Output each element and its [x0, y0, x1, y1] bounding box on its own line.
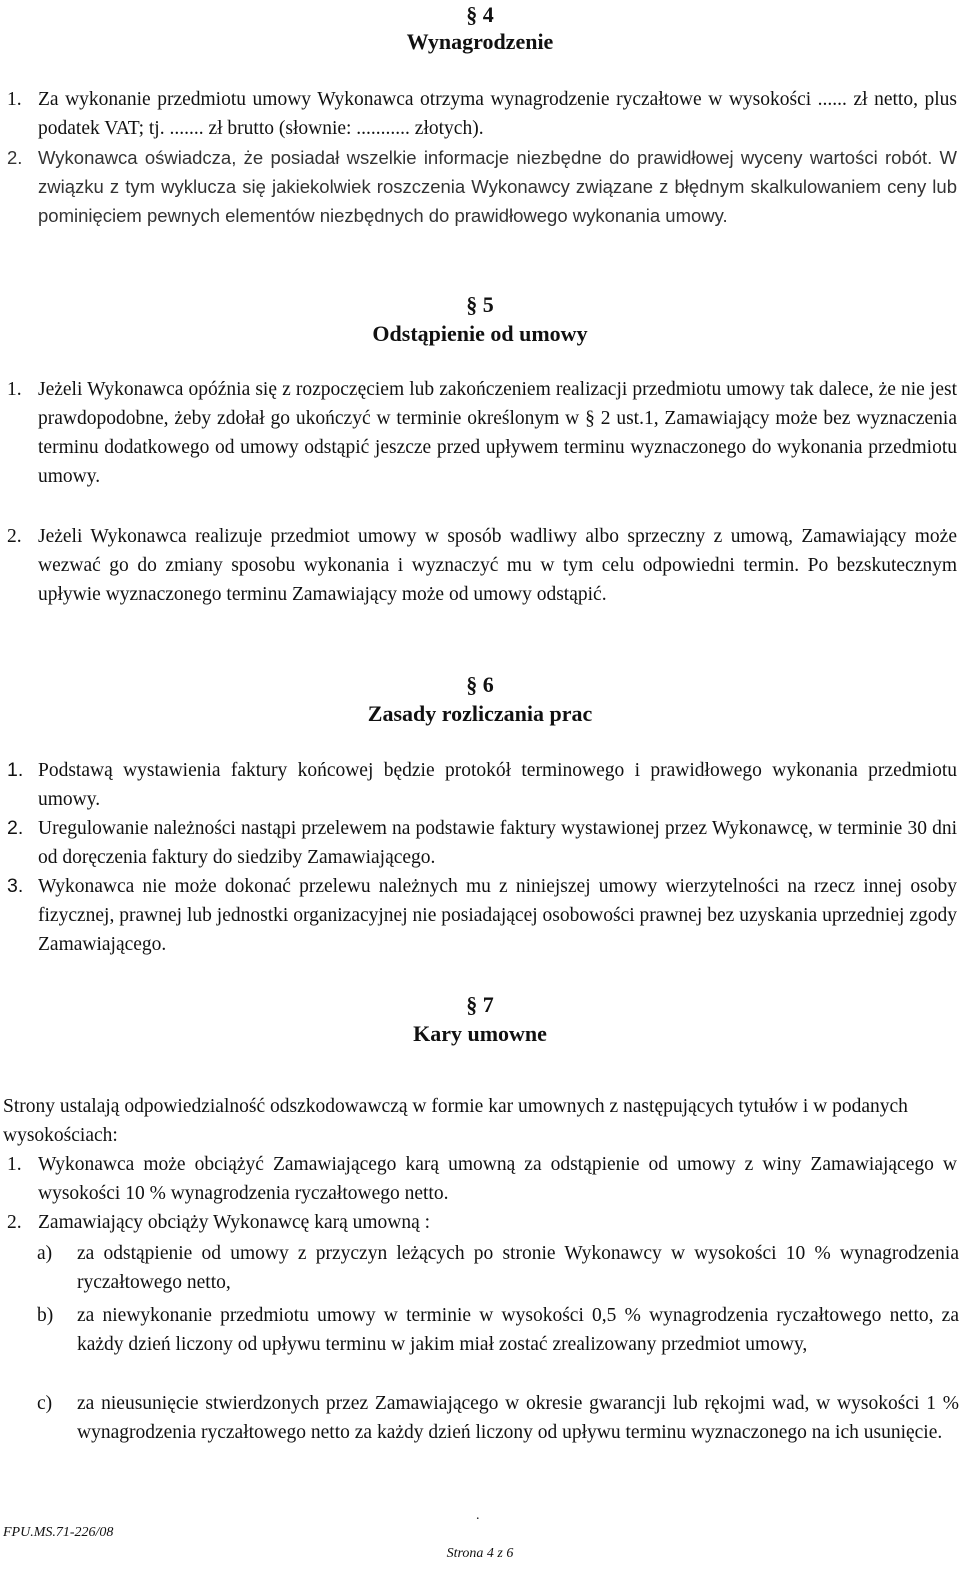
s5-item-2 — [7, 522, 957, 609]
s7-subitem-c-text: za nieusunięcie stwierdzonych przez Zamawiającego w okresie gwarancji lub rękojmi wad, w wysokości 1 % wynagrodzenia ryczałtowego netto za każdy dzień liczony od upływu terminu wyznaczonego na ich usunięcie. — [77, 1393, 959, 1443]
s5-item-1-text: Jeżeli Wykonawca opóźnia się z rozpoczęciem lub zakończeniem realizacji przedmiotu umowy tak dalece, że nie jest prawdopodobne, żeby zdołał go ukończyć w terminie określonym w § 2 ust.1, Zamawiający może bez wyznaczenia terminu dodatkowego od umowy odstąpić jeszcze przed upływem terminu wyznaczonego do wykonania przedmiotu umowy. — [38, 379, 957, 487]
section-5-title: Odstąpienie od umowy — [372, 321, 588, 346]
s7-subitem-c-num: c) — [37, 1393, 53, 1414]
s6-item-1-text: Podstawą wystawienia faktury końcowej będzie protokół terminowego i prawidłowego wykonania przedmiotu umowy. — [38, 760, 957, 810]
s4-item-2 — [7, 143, 957, 230]
footer-dot: . — [476, 1508, 480, 1523]
s7-item-2 — [7, 1208, 957, 1237]
section-4-number: § 4 — [466, 2, 494, 27]
s4-item-1 — [7, 85, 957, 143]
s6-item-3-num: 3. — [7, 875, 24, 897]
s7-subitem-c — [37, 1389, 959, 1447]
s7-subitem-b-text: za niewykonanie przedmiotu umowy w terminie w wysokości 0,5 % wynagrodzenia ryczałtowego netto, za każdy dzień liczony od upływu terminu w jakim miał zostać zrealizowany przedmiot umowy, — [77, 1305, 959, 1355]
s7-subitem-a-text: za odstąpienie od umowy z przyczyn leżących po stronie Wykonawcy w wysokości 10 % wynagrodzenia ryczałtowego netto, — [77, 1243, 959, 1293]
s7-subitem-a — [37, 1239, 959, 1297]
section-5-number: § 5 — [466, 292, 494, 317]
s6-item-1 — [7, 756, 957, 814]
footer-page-number: Strona 4 z 6 — [446, 1546, 514, 1561]
section-7-title: Kary umowne — [413, 1021, 547, 1046]
s6-item-2-num: 2. — [7, 817, 24, 839]
s6-item-3 — [7, 872, 957, 959]
s5-item-1-num: 1. — [7, 379, 22, 400]
s7-subitem-a-num: a) — [37, 1243, 53, 1264]
s7-subitem-b — [37, 1301, 959, 1359]
s5-item-2-text: Jeżeli Wykonawca realizuje przedmiot umowy w sposób wadliwy albo sprzeczny z umową, Zamawiający może wezwać go do zmiany sposobu wykonania i wyznaczyć mu w tym celu odpowiedni termin. Po bezskutecznym upływie wyznaczonego terminu Zamawiający może od umowy odstąpić. — [38, 526, 957, 605]
s7-intro: Strony ustalają odpowiedzialność odszkodowawczą w formie kar umownych z następujących tytułów i w podanych wysokościach: — [3, 1096, 908, 1146]
section-6-title: Zasady rozliczania prac — [367, 701, 593, 726]
s7-item-1-num: 1. — [7, 1154, 22, 1175]
s7-item-1 — [7, 1150, 957, 1208]
s6-item-1-num: 1. — [7, 759, 24, 781]
s5-item-2-num: 2. — [7, 526, 22, 547]
s4-item-1-text: Za wykonanie przedmiotu umowy Wykonawca otrzyma wynagrodzenie ryczałtowe w wysokości ...... zł netto, plus podatek VAT; tj. ....... zł brutto (słownie: ........... złotych). — [38, 89, 957, 139]
s7-item-1-text: Wykonawca może obciążyć Zamawiającego karą umowną za odstąpienie od umowy z winy Zamawiającego w wysokości 10 % wynagrodzenia ryczałtowego netto. — [38, 1154, 957, 1204]
s6-item-3-text: Wykonawca nie może dokonać przelewu należnych mu z niniejszej umowy wierzytelności na rzecz innej osoby fizycznej, prawnej lub jednostki organizacyjnej nie posiadającej osobowości prawnej bez uzyskania uprzedniej zgody Zamawiającego. — [38, 876, 957, 955]
s7-subitem-b-num: b) — [37, 1305, 54, 1326]
section-4-title: Wynagrodzenie — [406, 29, 554, 54]
s4-item-1-num: 1. — [7, 89, 22, 110]
s7-item-2-text: Zamawiający obciąży Wykonawcę karą umowną : — [38, 1212, 431, 1233]
s4-item-2-num: 2. — [7, 147, 23, 168]
s4-item-2-text: Wykonawca oświadcza, że posiadał wszelkie informacje niezbędne do prawidłowej wyceny wartości robót. W związku z tym wyklucza się jakiekolwiek roszczenia Wykonawcy związane z błędnym skalkulowaniem ceny lub pominięciem pewnych elementów niezbędnych do prawidłowego wykonania umowy. — [38, 147, 957, 226]
section-6-number: § 6 — [466, 672, 494, 697]
s5-item-1 — [7, 375, 957, 491]
footer-document-code: FPU.MS.71-226/08 — [3, 1525, 114, 1540]
s6-item-2-text: Uregulowanie należności nastąpi przelewem na podstawie faktury wystawionej przez Wykonawcę, w terminie 30 dni od doręczenia faktury do siedziby Zamawiającego. — [38, 818, 957, 868]
section-7-number: § 7 — [466, 992, 494, 1017]
s6-item-2 — [7, 814, 957, 872]
s7-item-2-num: 2. — [7, 1212, 22, 1233]
